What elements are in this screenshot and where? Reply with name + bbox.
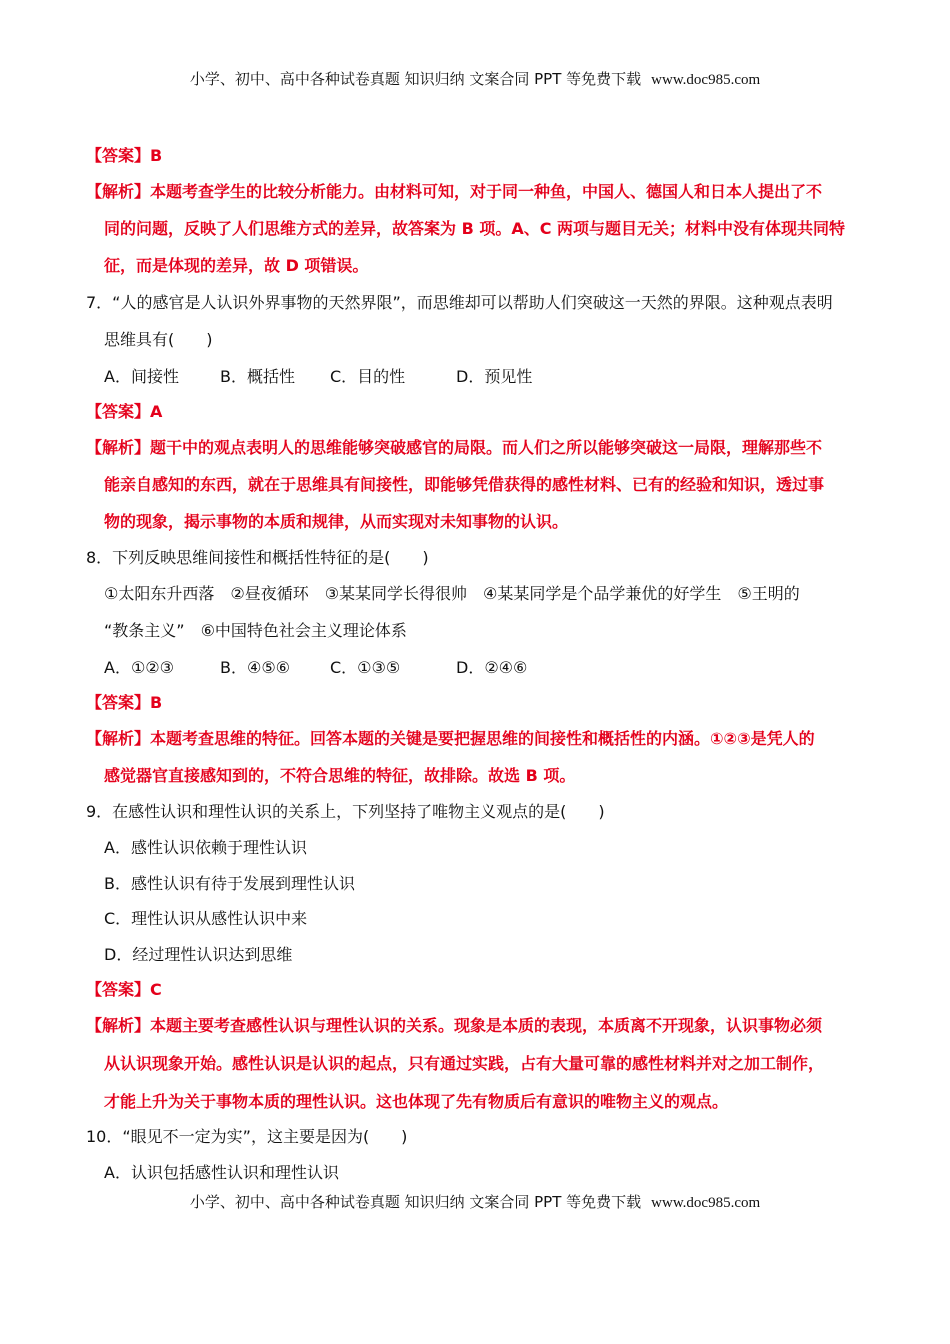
- q7-stem: 思维具有( ): [104, 330, 213, 349]
- q8-analysis-line: 【解析】本题考查思维的特征。回答本题的关键是要把握思维的间接性和概括性的内涵。①②③是凭人的: [86, 729, 815, 748]
- q7-analysis-line: 能亲自感知的东西，就在于思维具有间接性，即能够凭借获得的感性材料、已有的经验和知识，透过事: [104, 475, 825, 494]
- q10-option-a: A．认识包括感性认识和理性认识: [104, 1163, 339, 1182]
- q10-stem: 10．“眼见不一定为实”，这主要是因为( ): [86, 1127, 408, 1146]
- q7-option-d: D．预见性: [456, 367, 533, 386]
- q9-analysis-line: 【解析】本题主要考查感性认识与理性认识的关系。现象是本质的表现，本质离不开现象，认识事物必须: [86, 1016, 823, 1035]
- q6-answer: 【答案】B: [86, 146, 163, 165]
- page-header: [0, 68, 950, 89]
- q9-option-c: C．理性认识从感性认识中来: [104, 909, 308, 928]
- q9-analysis-line: 从认识现象开始。感性认识是认识的起点，只有通过实践，占有大量可靠的感性材料并对之加工制作，: [104, 1054, 825, 1073]
- q7-analysis-line: 物的现象，揭示事物的本质和规律，从而实现对未知事物的认识。: [104, 512, 569, 531]
- q8-analysis-line: 感觉器官直接感知到的，不符合思维的特征，故排除。故选 B 项。: [104, 766, 576, 785]
- q7-analysis-line: 【解析】题干中的观点表明人的思维能够突破感官的局限。而人们之所以能够突破这一局限，理解那些不: [86, 438, 823, 457]
- q9-analysis-line: 才能上升为关于事物本质的理性认识。这也体现了先有物质后有意识的唯物主义的观点。: [104, 1092, 729, 1111]
- q8-option-b: B．④⑤⑥: [220, 658, 291, 677]
- q9-option-b: B．感性认识有待于发展到理性认识: [104, 874, 355, 893]
- footer-url[interactable]: www.doc985.com: [651, 1195, 761, 1211]
- q6-analysis-line: 【解析】本题考查学生的比较分析能力。由材料可知，对于同一种鱼，中国人、德国人和日本人提出了不: [86, 182, 823, 201]
- q8-items: “教条主义” ⑥中国特色社会主义理论体系: [104, 621, 407, 640]
- q9-answer: 【答案】C: [86, 980, 162, 999]
- q9-option-a: A．感性认识依赖于理性认识: [104, 838, 307, 857]
- q7-option-a: A．间接性: [104, 367, 179, 386]
- q8-answer: 【答案】B: [86, 693, 163, 712]
- q7-stem: 7．“人的感官是人认识外界事物的天然界限”，而思维却可以帮助人们突破这一天然的界限。这种观点表明: [86, 293, 833, 312]
- q8-items: ①太阳东升西落 ②昼夜循环 ③某某同学长得很帅 ④某某同学是个品学兼优的好学生 ⑤王明的: [104, 584, 800, 603]
- q8-option-c: C．①③⑤: [330, 658, 401, 677]
- q6-analysis-line: 同的问题，反映了人们思维方式的差异，故答案为 B 项。A、C 两项与题目无关；材料中没有体现共同特: [104, 219, 846, 238]
- q7-option-b: B．概括性: [220, 367, 295, 386]
- q6-analysis-line: 征，而是体现的差异，故 D 项错误。: [104, 256, 369, 275]
- q9-stem: 9．在感性认识和理性认识的关系上，下列坚持了唯物主义观点的是( ): [86, 802, 605, 821]
- q9-option-d: D．经过理性认识达到思维: [104, 945, 293, 964]
- q8-option-d: D．②④⑥: [456, 658, 528, 677]
- page-footer: [0, 1191, 950, 1212]
- q8-stem: 8．下列反映思维间接性和概括性特征的是( ): [86, 548, 429, 567]
- header-url[interactable]: www.doc985.com: [651, 72, 761, 88]
- q7-answer: 【答案】A: [86, 402, 163, 421]
- q8-option-a: A．①②③: [104, 658, 174, 677]
- q7-option-c: C．目的性: [330, 367, 406, 386]
- q8-options: [104, 658, 527, 678]
- footer-text: 小学、初中、高中各种试卷真题 知识归纳 文案合同 PPT 等免费下载: [189, 1193, 642, 1211]
- header-text: 小学、初中、高中各种试卷真题 知识归纳 文案合同 PPT 等免费下载: [189, 70, 642, 88]
- q7-options: [104, 367, 532, 387]
